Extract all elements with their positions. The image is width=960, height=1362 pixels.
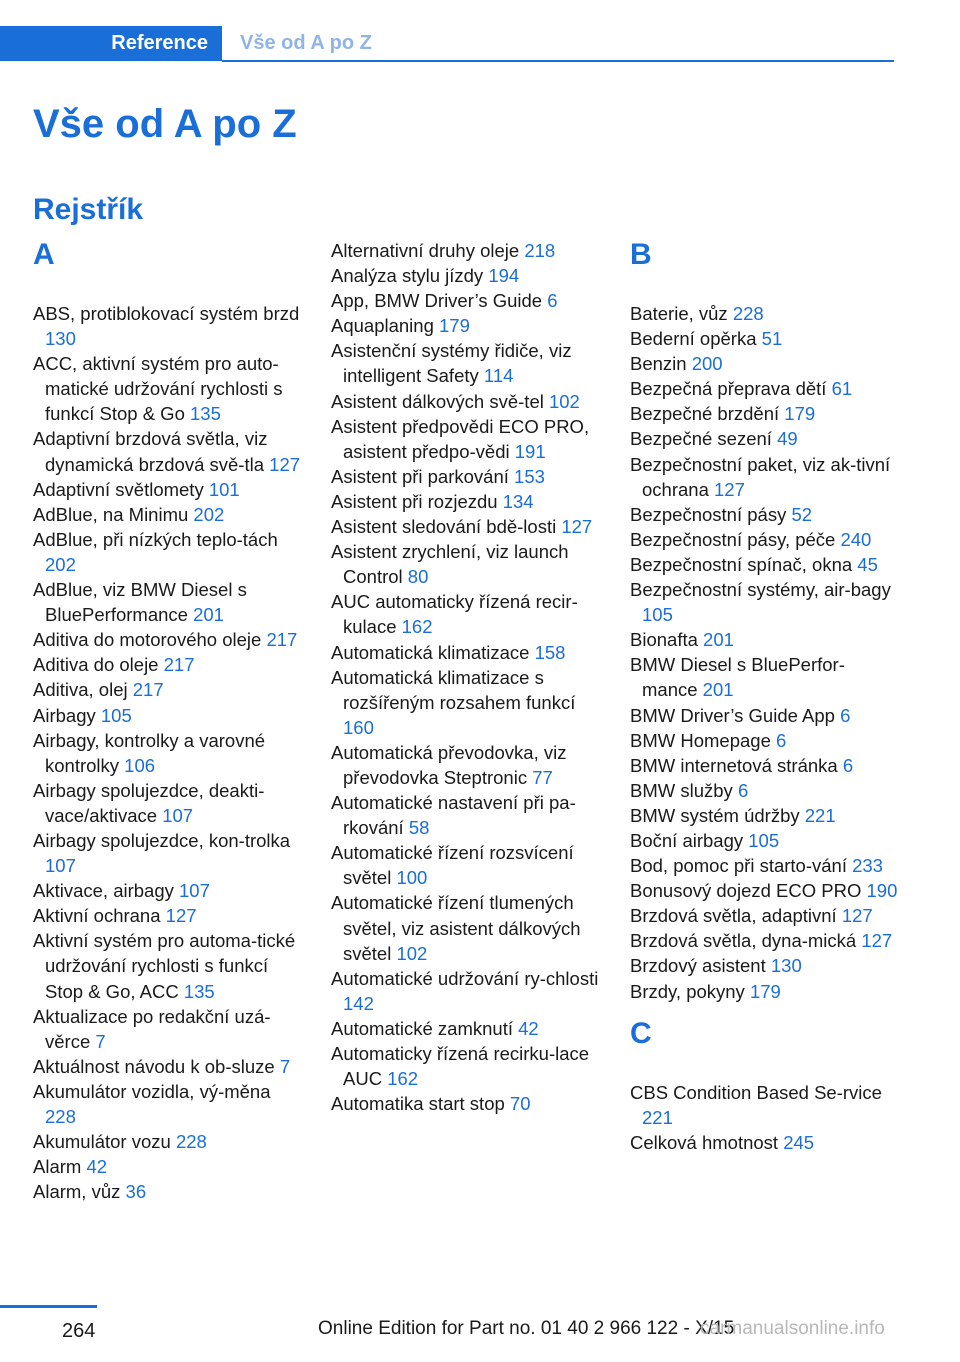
index-entry-text: Aquaplaning <box>331 315 434 337</box>
index-entry <box>331 389 601 414</box>
index-entry-text: Asistent předpovědi ECO PRO, asistent předpo-vědi <box>331 415 590 462</box>
page-reference-link[interactable]: 162 <box>401 616 433 638</box>
index-letter-heading: B <box>630 238 652 271</box>
page-reference-link[interactable]: 202 <box>45 553 76 575</box>
page-reference-link[interactable]: 70 <box>509 1093 531 1115</box>
index-entry-text: Airbagy <box>33 704 96 726</box>
index-entry <box>33 1179 303 1204</box>
index-entry-text: BMW internetová stránka <box>630 754 838 776</box>
index-entry <box>33 652 303 677</box>
index-entry <box>630 979 900 1004</box>
page-reference-link[interactable]: 114 <box>483 365 514 387</box>
index-entry-text: Baterie, vůz <box>630 303 728 324</box>
index-entry-text: BMW systém údržby <box>630 804 800 826</box>
index-entry-text: Automatická klimatizace <box>331 641 530 663</box>
page-reference-link[interactable]: 36 <box>125 1181 147 1203</box>
index-entry-text: Alarm <box>33 1156 82 1178</box>
index-entry <box>630 928 900 953</box>
index-entry-text: ABS, protiblokovací systém brzd <box>33 303 300 324</box>
page-reference-link[interactable]: 245 <box>783 1131 815 1153</box>
page-reference-link[interactable]: 100 <box>396 867 428 889</box>
index-entry-text: App, BMW Driver’s Guide <box>331 290 543 312</box>
tab-index-a-z[interactable]: Vše od A po Z <box>240 32 372 54</box>
page-reference-link[interactable]: 7 <box>95 1030 106 1052</box>
index-entry-text: Benzin <box>630 353 687 375</box>
index-entry-text: Asistent dálkových svě-tel <box>331 390 544 412</box>
index-column-3 <box>630 238 900 1155</box>
page-reference-link[interactable]: 201 <box>193 604 224 626</box>
index-entry <box>331 414 601 464</box>
page-reference-link[interactable]: 228 <box>45 1106 76 1127</box>
index-entry <box>331 640 601 665</box>
index-entry-text: Akumulátor vozu <box>33 1131 171 1153</box>
index-entry <box>630 502 900 527</box>
page-reference-link[interactable]: 130 <box>770 955 802 977</box>
index-entry <box>630 1080 900 1130</box>
index-entry-text: Automaticky řízená recirku-lace AUC <box>331 1043 590 1090</box>
index-entry <box>33 677 303 702</box>
index-entry <box>33 477 303 502</box>
index-entry-text: Airbagy spolujezdce, kon-trolka <box>33 829 291 851</box>
page-reference-link[interactable]: 101 <box>208 478 240 500</box>
page-reference-link[interactable]: 45 <box>857 553 878 575</box>
page-reference-link[interactable]: 102 <box>548 390 580 412</box>
index-entry <box>331 514 601 539</box>
index-entry-text: Airbagy, kontrolky a varovné kontrolky <box>33 729 266 776</box>
index-entry-text: Analýza stylu jízdy <box>331 265 484 287</box>
index-entry-text: Aditiva do motorového oleje <box>33 629 262 651</box>
page-reference-link[interactable]: 135 <box>183 980 215 1002</box>
page-reference-link[interactable]: 191 <box>514 440 546 462</box>
page-reference-link[interactable]: 107 <box>162 804 194 826</box>
index-entry-text: CBS Condition Based Se-rvice <box>630 1081 882 1103</box>
page-reference-link[interactable]: 240 <box>840 528 872 550</box>
index-entry <box>630 452 900 502</box>
page-reference-link[interactable]: 106 <box>124 754 156 776</box>
index-entry <box>33 728 303 778</box>
index-entry <box>630 828 900 853</box>
index-entry <box>331 790 601 840</box>
index-entry-text: Bezpečné brzdění <box>630 403 780 425</box>
index-entry <box>331 589 601 639</box>
index-entry <box>630 627 900 652</box>
index-entry-text: Automatická převodovka, viz převodovka Steptronic <box>331 741 567 788</box>
page-reference-link[interactable]: 221 <box>804 804 836 826</box>
page-reference-link[interactable]: 179 <box>749 980 781 1002</box>
index-entry-text: Bezpečnostní spínač, okna <box>630 553 853 575</box>
page-reference-link[interactable]: 6 <box>776 729 787 751</box>
index-entry-text: Aditiva do oleje <box>33 654 159 676</box>
index-column-2 <box>331 238 601 1116</box>
index-entry <box>331 489 601 514</box>
index-entry-text: Asistent při parkování <box>331 465 509 487</box>
index-entry <box>331 313 601 338</box>
page-reference-link[interactable]: 221 <box>642 1106 673 1128</box>
index-entry-text: Adaptivní světlomety <box>33 478 204 500</box>
index-entry <box>630 753 900 778</box>
page-reference-link[interactable]: 49 <box>777 428 798 450</box>
page-reference-link[interactable]: 6 <box>840 704 851 726</box>
index-entry <box>33 703 303 728</box>
index-entry-text: Aditiva, olej <box>33 679 128 701</box>
index-entry <box>331 263 601 288</box>
index-entry-text: Akumulátor vozidla, vý-měna <box>33 1080 271 1102</box>
index-entry-text: Aktivní systém pro automa-tické udržování rychlosti s funkcí Stop & Go, ACC <box>33 930 296 1002</box>
index-entry <box>331 1041 601 1091</box>
section-title: Rejstřík <box>33 193 144 226</box>
index-entry-text: Bezpečná přeprava dětí <box>630 378 827 400</box>
index-entry-text: Bezpečnostní pásy, péče <box>630 528 836 550</box>
page-reference-link[interactable]: 58 <box>408 817 430 839</box>
index-entry <box>630 326 900 351</box>
index-entry <box>630 426 900 451</box>
index-entry-text: Bionafta <box>630 629 698 651</box>
index-entry-text: Aktualizace po redakční uzá-věrce <box>33 1005 271 1052</box>
index-entry <box>630 803 900 828</box>
index-entry <box>630 351 900 376</box>
page-reference-link[interactable]: 127 <box>714 478 745 500</box>
index-entry-text: Bederní opěrka <box>630 328 757 350</box>
index-entry <box>33 577 303 627</box>
page-reference-link[interactable]: 142 <box>343 992 374 1014</box>
index-entry-text: Asistent zrychlení, viz launch Control <box>331 541 569 588</box>
index-entry-text: AdBlue, při nízkých teplo-tách <box>33 528 278 550</box>
index-letter-heading: A <box>33 238 55 271</box>
index-entry-text: Adaptivní brzdová světla, viz dynamická brzdová svě-tla <box>33 428 268 475</box>
index-entry-text: Asistent sledování bdě-losti <box>331 516 557 538</box>
page-reference-link[interactable]: 6 <box>737 779 749 801</box>
index-entry <box>33 878 303 903</box>
index-entry <box>33 828 303 878</box>
index-entry <box>630 1130 900 1155</box>
index-entry <box>33 301 303 351</box>
footer-divider <box>0 1305 97 1308</box>
index-entry <box>630 703 900 728</box>
index-entry-text: BMW služby <box>630 779 733 801</box>
page-reference-link[interactable]: 61 <box>831 378 853 400</box>
header-bar <box>0 0 960 62</box>
page-reference-link[interactable]: 127 <box>561 516 593 538</box>
index-entry <box>630 301 900 326</box>
index-entry <box>630 728 900 753</box>
index-entry-text: Brzdový asistent <box>630 955 766 977</box>
index-entry <box>630 953 900 978</box>
index-entry-text: Asistenční systémy řidiče, viz intelligent Safety <box>331 340 572 387</box>
index-entry <box>33 903 303 928</box>
page-reference-link[interactable]: 105 <box>642 604 673 626</box>
page-reference-link[interactable]: 194 <box>488 265 520 287</box>
index-entry <box>630 577 900 627</box>
index-entry <box>33 1054 303 1079</box>
index-entry <box>33 627 303 652</box>
page-reference-link[interactable]: 160 <box>343 716 374 738</box>
index-entry-text: BMW Homepage <box>630 729 771 751</box>
index-entry <box>630 401 900 426</box>
edition-note: Online Edition for Part no. 01 40 2 966 122 - X/15 <box>318 1318 735 1339</box>
page-reference-link[interactable]: 52 <box>791 503 813 525</box>
page-reference-link[interactable]: 102 <box>396 942 428 964</box>
page-reference-link[interactable]: 228 <box>175 1131 207 1153</box>
index-entry-text: Brzdová světla, dyna-mická <box>630 930 857 952</box>
index-entry <box>630 652 900 702</box>
index-entry <box>331 539 601 589</box>
index-entry <box>33 928 303 1003</box>
index-entry <box>331 288 601 313</box>
index-entry-text: Boční airbagy <box>630 829 744 851</box>
index-entry <box>33 527 303 577</box>
index-entry <box>630 376 900 401</box>
page-reference-link[interactable]: 217 <box>266 629 298 651</box>
page-reference-link[interactable]: 134 <box>502 490 534 512</box>
page-reference-link[interactable]: 127 <box>841 905 873 927</box>
index-entry-text: Bod, pomoc při starto-vání <box>630 855 847 877</box>
index-entry-text: Alternativní druhy oleje <box>331 240 520 261</box>
page-reference-link[interactable]: 202 <box>193 503 225 525</box>
index-entry <box>331 665 601 740</box>
page-reference-link[interactable]: 130 <box>45 328 76 350</box>
index-entry <box>33 502 303 527</box>
index-entry <box>630 903 900 928</box>
index-entry-text: Brzdová světla, adaptivní <box>630 905 837 927</box>
index-entry <box>331 840 601 890</box>
page-reference-link[interactable]: 7 <box>279 1055 291 1077</box>
index-entry <box>33 1154 303 1179</box>
page-reference-link[interactable]: 77 <box>532 766 553 788</box>
index-entry-text: Bonusový dojezd ECO PRO <box>630 880 862 902</box>
page-reference-link[interactable]: 6 <box>842 754 854 776</box>
index-entry <box>33 778 303 828</box>
index-entry-text: Celková hmotnost <box>630 1131 779 1153</box>
page-reference-link[interactable]: 201 <box>702 679 734 701</box>
index-entry-text: Automatické zamknutí <box>331 1017 513 1039</box>
page-reference-link[interactable]: 190 <box>866 880 898 902</box>
index-entry <box>33 1004 303 1054</box>
index-entry-text: Automatické řízení tlumených světel, viz asistent dálkových světel <box>331 892 581 964</box>
page-reference-link[interactable]: 51 <box>761 328 783 350</box>
index-entry-text: AdBlue, na Minimu <box>33 503 189 525</box>
index-entry-text: Asistent při rozjezdu <box>331 490 498 512</box>
page-reference-link[interactable]: 6 <box>547 290 558 312</box>
index-entry <box>630 527 900 552</box>
index-entry-text: Automatické nastavení při pa-rkování <box>331 792 576 839</box>
index-entry-text: BMW Driver’s Guide App <box>630 704 835 726</box>
index-entry <box>630 552 900 577</box>
page-reference-link[interactable]: 179 <box>439 315 470 337</box>
index-entry <box>33 351 303 426</box>
index-entry <box>331 1016 601 1041</box>
index-entry-text: Bezpečnostní pásy <box>630 503 787 525</box>
index-entry-text: AdBlue, viz BMW Diesel s BluePerformance <box>33 579 247 626</box>
index-entry-text: Automatická klimatizace s rozšířeným rozsahem funkcí <box>331 666 576 713</box>
index-entry <box>331 740 601 790</box>
index-entry-text: Automatické udržování ry-chlosti <box>331 967 599 989</box>
index-entry-text: Aktivní ochrana <box>33 905 161 927</box>
page-reference-link[interactable]: 105 <box>100 704 132 726</box>
page-reference-link[interactable]: 153 <box>514 465 545 487</box>
index-entry <box>331 890 601 965</box>
page-reference-link[interactable]: 107 <box>179 880 210 902</box>
index-entry-text: Bezpečnostní paket, viz ak-tivní ochrana <box>630 453 891 500</box>
page-reference-link[interactable]: 200 <box>691 353 723 375</box>
page-reference-link[interactable]: 127 <box>269 453 301 475</box>
page-reference-link[interactable]: 162 <box>387 1068 419 1090</box>
index-entry-text: ACC, aktivní systém pro auto-matické udržování rychlosti s funkcí Stop & Go <box>33 353 283 425</box>
tab-reference[interactable]: Reference <box>0 26 222 61</box>
page-reference-link[interactable]: 233 <box>852 855 883 877</box>
index-entry-text: Brzdy, pokyny <box>630 980 745 1002</box>
index-entry <box>630 878 900 903</box>
page-title: Vše od A po Z <box>33 102 297 146</box>
index-entry <box>331 966 601 1016</box>
page-reference-link[interactable]: 80 <box>407 566 429 588</box>
page-reference-link[interactable]: 107 <box>45 855 76 877</box>
page-reference-link[interactable]: 217 <box>163 654 195 676</box>
index-entry-text: Bezpečné sezení <box>630 428 772 450</box>
page-reference-link[interactable]: 127 <box>861 930 893 952</box>
page-reference-link[interactable]: 42 <box>518 1017 539 1039</box>
index-entry-text: BMW Diesel s BluePerfor-mance <box>630 654 845 701</box>
page-reference-link[interactable]: 228 <box>732 303 764 324</box>
index-entry <box>630 853 900 878</box>
index-entry-text: Automatika start stop <box>331 1093 505 1115</box>
page-reference-link[interactable]: 179 <box>784 403 816 425</box>
index-entry <box>33 426 303 476</box>
index-column-1 <box>33 238 303 1204</box>
index-entry-text: Bezpečnostní systémy, air-bagy <box>630 579 891 601</box>
page-reference-link[interactable]: 127 <box>165 905 197 927</box>
page-number: 264 <box>62 1320 96 1342</box>
index-entry <box>331 1091 601 1116</box>
index-entry-text: Aktuálnost návodu k ob-sluze <box>33 1055 275 1077</box>
index-entry <box>33 1129 303 1154</box>
index-entry-text: Aktivace, airbagy <box>33 880 174 902</box>
index-entry <box>630 778 900 803</box>
page-reference-link[interactable]: 201 <box>703 629 734 651</box>
index-entry-text: AUC automaticky řízená recir-kulace <box>331 591 578 638</box>
page-reference-link[interactable]: 135 <box>190 403 221 425</box>
index-entry <box>331 238 601 263</box>
page-reference-link[interactable]: 42 <box>86 1156 108 1178</box>
index-entry-text: Automatické řízení rozsvícení světel <box>331 842 574 889</box>
index-entry <box>331 464 601 489</box>
watermark: carmanualsonline.info <box>700 1318 885 1339</box>
page-reference-link[interactable]: 158 <box>534 641 566 663</box>
index-letter-heading: C <box>630 1016 652 1050</box>
page-reference-link[interactable]: 217 <box>132 679 164 701</box>
page-reference-link[interactable]: 105 <box>748 829 780 851</box>
header-divider <box>222 60 894 62</box>
index-entry-text: Alarm, vůz <box>33 1181 121 1203</box>
page-reference-link[interactable]: 218 <box>524 240 556 261</box>
index-entry <box>331 338 601 388</box>
index-entry-text: Airbagy spolujezdce, deakti-vace/aktivace <box>33 779 265 826</box>
index-entry <box>33 1079 303 1129</box>
